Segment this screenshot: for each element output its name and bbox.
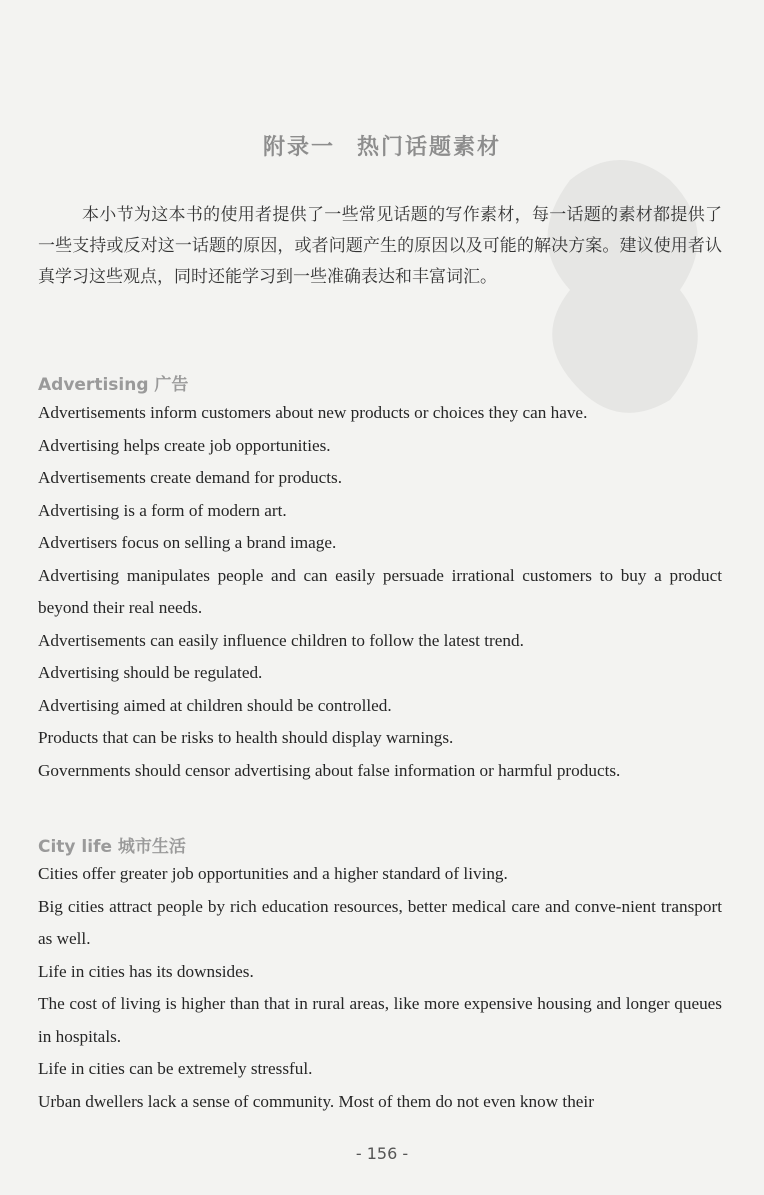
section-city-life-sentences [38,858,722,1118]
sentence-item: Advertising aimed at children should be controlled. [38,695,392,715]
sentence-item: Advertisements inform customers about new products or choices they can have. [38,403,588,422]
sentence-item: Advertisements create demand for products. [38,468,343,487]
sentence-item: Advertisements can easily influence children to follow the latest trend. [38,630,524,650]
page-title-part1: 附录一 [262,135,335,160]
sentence-item: Life in cities has its downsides. [38,961,254,981]
page-number: - 156 - [355,1144,409,1163]
sentence-item: Life in cities can be extremely stressful. [38,1059,313,1078]
page-title-part2: 热门话题素材 [357,135,502,160]
sentence-item: Advertising is a form of modern art. [38,500,287,520]
page-title [0,130,764,161]
section-heading-city-life: City life 城市生活 [38,837,186,857]
section-advertising-sentences [38,397,722,787]
sentence-item: Advertising manipulates people and can easily persuade irrational customers to buy a product beyond their real needs. [38,565,722,617]
sentence-item: Cities offer greater job opportunities and a higher standard of living. [38,864,508,883]
intro-paragraph: 本小节为这本书的使用者提供了一些常见话题的写作素材，每一话题的素材都提供了一些支持或反对这一话题的原因，或者问题产生的原因以及可能的解决方案。建议使用者认真学习这些观点，同时还能学习到一些准确表达和丰富词汇。 [38,205,722,287]
sentence-item: Governments should censor advertising about false information or harmful products. [38,760,621,780]
sentence-item: Advertising helps create job opportunities. [38,435,331,455]
sentence-item: Products that can be risks to health should display warnings. [38,728,454,747]
sentence-item: Big cities attract people by rich education resources, better medical care and conve-nient transport as well. [38,896,722,948]
sentence-item: Advertising should be regulated. [38,663,263,682]
sentence-item: Advertisers focus on selling a brand image. [38,533,337,552]
sentence-item: Urban dwellers lack a sense of community. Most of them do not even know their [38,1091,594,1111]
section-heading-advertising: Advertising 广告 [38,375,189,395]
sentence-item: The cost of living is higher than that in rural areas, like more expensive housing and longer queues in hospitals. [38,994,722,1046]
